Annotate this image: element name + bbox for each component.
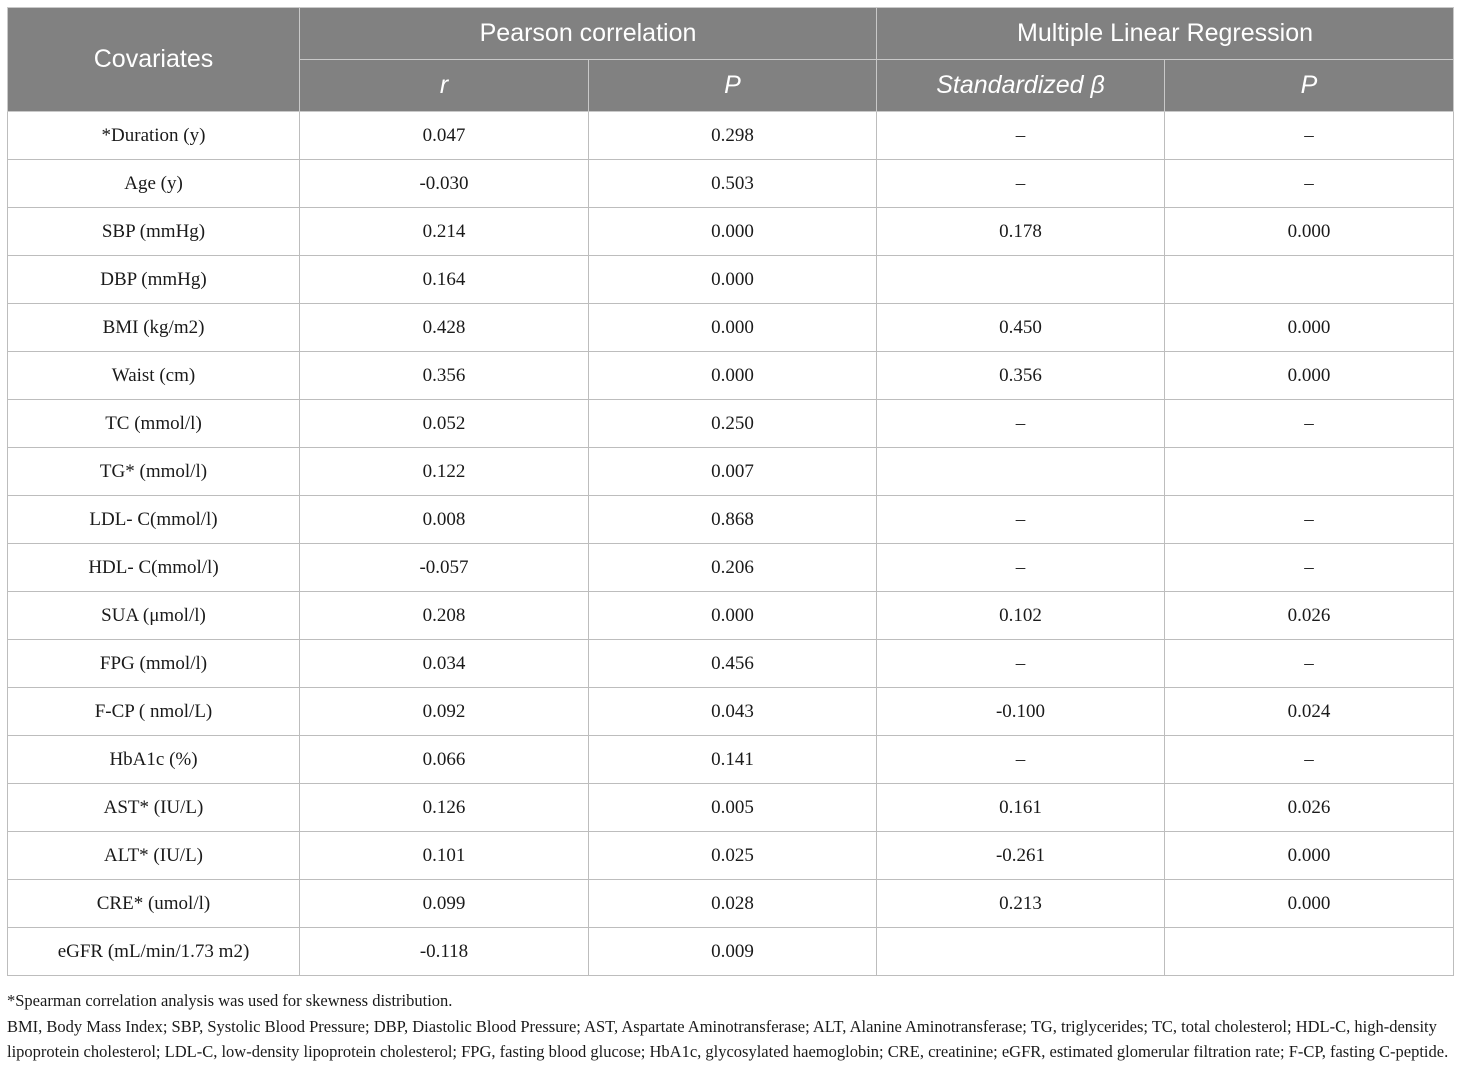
header-covariates: Covariates bbox=[8, 8, 300, 112]
cell-covariate: F-CP ( nmol/L) bbox=[8, 688, 300, 736]
cell-covariate: Waist (cm) bbox=[8, 352, 300, 400]
cell-p-pearson: 0.298 bbox=[589, 112, 877, 160]
cell-p-pearson: 0.025 bbox=[589, 832, 877, 880]
cell-r: 0.099 bbox=[300, 880, 589, 928]
cell-p-regression: – bbox=[1165, 640, 1454, 688]
table-row bbox=[8, 352, 1454, 400]
table-row bbox=[8, 256, 1454, 304]
table-row bbox=[8, 304, 1454, 352]
cell-standardized-beta: – bbox=[877, 736, 1165, 784]
cell-covariate: Age (y) bbox=[8, 160, 300, 208]
correlation-regression-table-container bbox=[7, 7, 1453, 976]
cell-covariate: AST* (IU/L) bbox=[8, 784, 300, 832]
cell-standardized-beta: – bbox=[877, 640, 1165, 688]
header-row-groups bbox=[8, 8, 1454, 60]
cell-r: 0.122 bbox=[300, 448, 589, 496]
cell-p-regression: – bbox=[1165, 160, 1454, 208]
cell-covariate: TG* (mmol/l) bbox=[8, 448, 300, 496]
cell-r: -0.057 bbox=[300, 544, 589, 592]
cell-p-pearson: 0.000 bbox=[589, 256, 877, 304]
cell-r: 0.066 bbox=[300, 736, 589, 784]
cell-p-regression: 0.026 bbox=[1165, 592, 1454, 640]
cell-p-regression: – bbox=[1165, 112, 1454, 160]
cell-r: 0.092 bbox=[300, 688, 589, 736]
cell-p-pearson: 0.250 bbox=[589, 400, 877, 448]
cell-covariate: HDL- C(mmol/l) bbox=[8, 544, 300, 592]
header-r: r bbox=[300, 60, 589, 112]
header-p-regression: P bbox=[1165, 60, 1454, 112]
cell-p-pearson: 0.000 bbox=[589, 304, 877, 352]
table-row bbox=[8, 448, 1454, 496]
table-row bbox=[8, 160, 1454, 208]
table-row bbox=[8, 832, 1454, 880]
table-row bbox=[8, 592, 1454, 640]
cell-p-pearson: 0.007 bbox=[589, 448, 877, 496]
cell-r: 0.164 bbox=[300, 256, 589, 304]
cell-covariate: SUA (μmol/l) bbox=[8, 592, 300, 640]
cell-p-pearson: 0.028 bbox=[589, 880, 877, 928]
cell-r: 0.034 bbox=[300, 640, 589, 688]
table-row bbox=[8, 544, 1454, 592]
cell-standardized-beta: -0.261 bbox=[877, 832, 1165, 880]
table-header bbox=[8, 8, 1454, 112]
cell-p-regression: 0.000 bbox=[1165, 880, 1454, 928]
table-row bbox=[8, 880, 1454, 928]
cell-p-regression bbox=[1165, 928, 1454, 976]
cell-covariate: LDL- C(mmol/l) bbox=[8, 496, 300, 544]
cell-standardized-beta: 0.450 bbox=[877, 304, 1165, 352]
cell-standardized-beta: 0.213 bbox=[877, 880, 1165, 928]
table-row bbox=[8, 400, 1454, 448]
cell-p-regression: 0.000 bbox=[1165, 352, 1454, 400]
cell-r: 0.008 bbox=[300, 496, 589, 544]
cell-covariate: eGFR (mL/min/1.73 m2) bbox=[8, 928, 300, 976]
cell-r: 0.214 bbox=[300, 208, 589, 256]
cell-standardized-beta: 0.178 bbox=[877, 208, 1165, 256]
cell-standardized-beta: – bbox=[877, 400, 1165, 448]
footnote-abbreviations: BMI, Body Mass Index; SBP, Systolic Blood Pressure; DBP, Diastolic Blood Pressure; AST, Aspartate Aminotransferase; ALT, Alanine Aminotransferase; TG, triglycerides; TC, total cholesterol; HDL-C, high-density lipoprotein cholesterol; LDL-C, low-density lipoprotein cholesterol; FPG, fasting blood glucose; HbA1c, glycosylated haemoglobin; CRE, creatinine; eGFR, estimated glomerular filtration rate; F-CP, fasting C-peptide. bbox=[7, 1016, 1449, 1061]
header-multiple-linear-regression: Multiple Linear Regression bbox=[877, 8, 1454, 60]
cell-p-pearson: 0.043 bbox=[589, 688, 877, 736]
cell-standardized-beta bbox=[877, 928, 1165, 976]
cell-standardized-beta: – bbox=[877, 160, 1165, 208]
cell-p-pearson: 0.503 bbox=[589, 160, 877, 208]
cell-r: 0.428 bbox=[300, 304, 589, 352]
cell-p-regression: 0.024 bbox=[1165, 688, 1454, 736]
cell-standardized-beta: – bbox=[877, 112, 1165, 160]
cell-p-pearson: 0.000 bbox=[589, 208, 877, 256]
cell-standardized-beta: 0.161 bbox=[877, 784, 1165, 832]
cell-r: 0.356 bbox=[300, 352, 589, 400]
cell-p-pearson: 0.009 bbox=[589, 928, 877, 976]
cell-p-regression: – bbox=[1165, 496, 1454, 544]
cell-p-regression: 0.000 bbox=[1165, 304, 1454, 352]
cell-covariate: FPG (mmol/l) bbox=[8, 640, 300, 688]
cell-p-regression: – bbox=[1165, 736, 1454, 784]
cell-p-pearson: 0.868 bbox=[589, 496, 877, 544]
cell-standardized-beta: 0.102 bbox=[877, 592, 1165, 640]
cell-p-pearson: 0.206 bbox=[589, 544, 877, 592]
cell-p-pearson: 0.456 bbox=[589, 640, 877, 688]
cell-covariate: HbA1c (%) bbox=[8, 736, 300, 784]
header-p-pearson: P bbox=[589, 60, 877, 112]
cell-p-regression: 0.000 bbox=[1165, 208, 1454, 256]
cell-covariate: DBP (mmHg) bbox=[8, 256, 300, 304]
table-body bbox=[8, 112, 1454, 976]
table-row bbox=[8, 640, 1454, 688]
table-row bbox=[8, 928, 1454, 976]
footnote-spearman: *Spearman correlation analysis was used for skewness distribution. bbox=[7, 991, 453, 1010]
table-row bbox=[8, 112, 1454, 160]
cell-r: -0.118 bbox=[300, 928, 589, 976]
table-row bbox=[8, 784, 1454, 832]
cell-p-regression bbox=[1165, 448, 1454, 496]
cell-p-regression: – bbox=[1165, 544, 1454, 592]
table-footnotes bbox=[7, 988, 1453, 1065]
cell-covariate: ALT* (IU/L) bbox=[8, 832, 300, 880]
cell-p-pearson: 0.141 bbox=[589, 736, 877, 784]
cell-standardized-beta: -0.100 bbox=[877, 688, 1165, 736]
cell-r: 0.052 bbox=[300, 400, 589, 448]
cell-covariate: SBP (mmHg) bbox=[8, 208, 300, 256]
cell-p-regression: 0.000 bbox=[1165, 832, 1454, 880]
cell-covariate: *Duration (y) bbox=[8, 112, 300, 160]
cell-covariate: TC (mmol/l) bbox=[8, 400, 300, 448]
table-row bbox=[8, 208, 1454, 256]
cell-r: -0.030 bbox=[300, 160, 589, 208]
cell-p-pearson: 0.000 bbox=[589, 352, 877, 400]
cell-standardized-beta: – bbox=[877, 544, 1165, 592]
cell-covariate: BMI (kg/m2) bbox=[8, 304, 300, 352]
cell-p-regression bbox=[1165, 256, 1454, 304]
cell-r: 0.126 bbox=[300, 784, 589, 832]
correlation-regression-table bbox=[7, 7, 1454, 976]
cell-covariate: CRE* (umol/l) bbox=[8, 880, 300, 928]
cell-standardized-beta: – bbox=[877, 496, 1165, 544]
table-row bbox=[8, 688, 1454, 736]
header-pearson-correlation: Pearson correlation bbox=[300, 8, 877, 60]
cell-r: 0.208 bbox=[300, 592, 589, 640]
cell-standardized-beta: 0.356 bbox=[877, 352, 1165, 400]
cell-p-regression: 0.026 bbox=[1165, 784, 1454, 832]
table-row bbox=[8, 496, 1454, 544]
cell-standardized-beta bbox=[877, 256, 1165, 304]
cell-p-regression: – bbox=[1165, 400, 1454, 448]
cell-r: 0.101 bbox=[300, 832, 589, 880]
header-standardized-beta: Standardized β bbox=[877, 60, 1165, 112]
table-row bbox=[8, 736, 1454, 784]
cell-p-pearson: 0.005 bbox=[589, 784, 877, 832]
cell-r: 0.047 bbox=[300, 112, 589, 160]
cell-standardized-beta bbox=[877, 448, 1165, 496]
cell-p-pearson: 0.000 bbox=[589, 592, 877, 640]
